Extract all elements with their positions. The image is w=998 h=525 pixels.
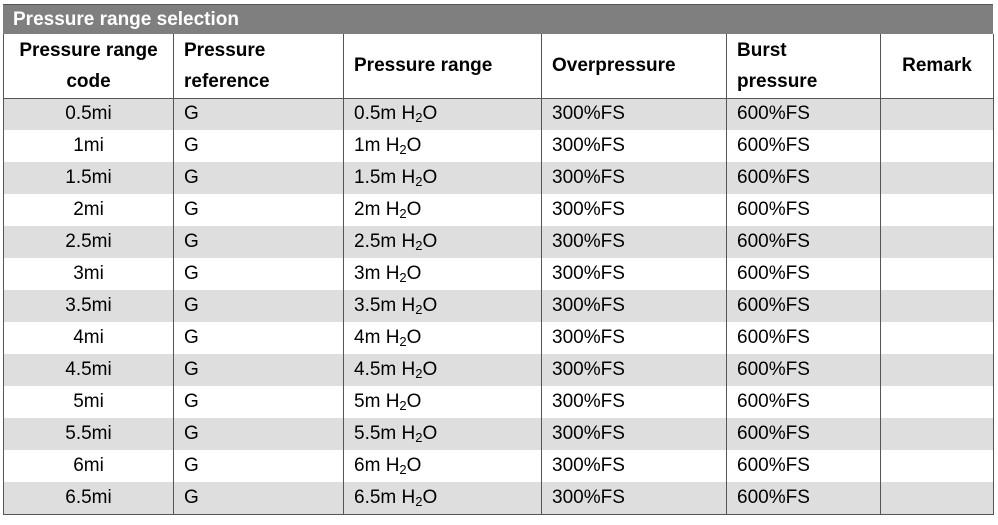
cell-burst-pressure: 600%FS [727,450,881,482]
unit-subscript: 2 [415,493,423,509]
cell-pressure-reference: G [174,450,344,482]
cell-pressure-range-code: 6mi [4,450,174,482]
cell-remark [881,418,994,450]
cell-pressure-range-code: 2.5mi [4,226,174,258]
unit-base: H [401,486,416,508]
cell-pressure-range-code: 5.5mi [4,418,174,450]
cell-pressure-range-code: 5mi [4,386,174,418]
cell-pressure-reference: G [174,290,344,322]
unit-subscript: 2 [399,334,407,349]
cell-overpressure: 300%FS [542,130,727,162]
unit-base: H [401,423,416,444]
unit-tail: O [406,199,422,220]
range-value: 6m [354,455,381,476]
unit-subscript: 2 [399,398,407,413]
cell-burst-pressure: 600%FS [727,194,881,226]
cell-pressure-reference: G [174,418,344,450]
unit-tail: O [406,455,422,476]
cell-burst-pressure: 600%FS [727,482,881,514]
cell-burst-pressure: 600%FS [727,162,881,194]
cell-remark [881,322,994,354]
unit-tail: O [422,295,438,316]
table-row [4,290,994,322]
cell-pressure-range [344,482,542,514]
cell-burst-pressure: 600%FS [727,258,881,290]
range-value: 0.5m [354,103,397,125]
range-value: 4m [354,327,381,348]
cell-pressure-reference: G [174,194,344,226]
unit-base: H [401,295,416,316]
cell-pressure-reference: G [174,162,344,194]
table-header [4,34,994,98]
cell-pressure-reference: G [174,98,344,130]
unit-subscript: 2 [399,270,407,285]
unit-base: H [385,327,400,348]
unit-subscript: 2 [399,206,407,221]
cell-pressure-reference: G [174,386,344,418]
cell-remark [881,98,994,130]
cell-pressure-range [344,322,542,354]
unit-subscript: 2 [399,462,407,477]
header-row [4,34,994,98]
cell-overpressure: 300%FS [542,162,727,194]
unit-base: H [385,263,400,284]
table-body [4,98,994,514]
header-overpressure: Overpressure [542,34,727,98]
unit-base: H [385,199,400,220]
cell-overpressure: 300%FS [542,290,727,322]
unit-tail: O [422,486,438,508]
cell-remark [881,482,994,514]
unit-tail: O [406,135,422,156]
cell-remark [881,162,994,194]
range-value: 3m [354,263,381,284]
unit-base: H [385,135,400,156]
unit-subscript: 2 [415,110,423,126]
table-row [4,354,994,386]
range-value: 1m [354,135,381,156]
unit-tail: O [422,423,438,444]
cell-remark [881,354,994,386]
table-row [4,450,994,482]
cell-burst-pressure: 600%FS [727,322,881,354]
unit-tail: O [422,359,438,380]
cell-overpressure: 300%FS [542,354,727,386]
cell-pressure-range-code: 4mi [4,322,174,354]
unit-tail: O [422,167,438,188]
cell-pressure-range [344,194,542,226]
cell-pressure-reference: G [174,130,344,162]
unit-tail: O [406,327,422,348]
cell-pressure-range-code: 3mi [4,258,174,290]
cell-pressure-range-code: 0.5mi [4,98,174,130]
header-burst-pressure: Burst pressure [727,34,881,98]
unit-tail: O [422,231,438,252]
table-row [4,194,994,226]
cell-pressure-range-code: 4.5mi [4,354,174,386]
unit-tail: O [422,103,438,125]
cell-pressure-range [344,354,542,386]
range-value: 2m [354,199,381,220]
unit-base: H [385,455,400,476]
cell-pressure-range-code: 6.5mi [4,482,174,514]
cell-overpressure: 300%FS [542,258,727,290]
range-value: 2.5m [354,231,397,252]
cell-overpressure: 300%FS [542,98,727,130]
table-row [4,482,994,514]
table-row [4,162,994,194]
cell-pressure-range [344,418,542,450]
pressure-range-table [3,34,994,515]
cell-overpressure: 300%FS [542,450,727,482]
cell-remark [881,194,994,226]
table-row [4,98,994,130]
cell-pressure-range [344,290,542,322]
table-row [4,130,994,162]
unit-base: H [401,359,416,380]
unit-tail: O [406,263,422,284]
unit-subscript: 2 [415,174,423,189]
header-pressure-range-code: Pressure range code [4,34,174,98]
pressure-range-table-container [3,4,993,515]
unit-base: H [401,231,416,252]
cell-remark [881,258,994,290]
unit-subscript: 2 [415,366,423,381]
cell-overpressure: 300%FS [542,482,727,514]
table-row [4,226,994,258]
cell-pressure-range [344,450,542,482]
table-row [4,258,994,290]
cell-pressure-range-code: 1mi [4,130,174,162]
cell-pressure-reference: G [174,226,344,258]
header-pressure-reference: Pressure reference [174,34,344,98]
cell-burst-pressure: 600%FS [727,226,881,258]
cell-pressure-reference: G [174,322,344,354]
cell-pressure-range [344,98,542,130]
cell-remark [881,450,994,482]
range-value: 5m [354,391,381,412]
cell-pressure-range-code: 2mi [4,194,174,226]
cell-burst-pressure: 600%FS [727,290,881,322]
unit-base: H [401,103,416,125]
range-value: 4.5m [354,359,397,380]
cell-pressure-range [344,258,542,290]
cell-burst-pressure: 600%FS [727,418,881,450]
unit-subscript: 2 [399,142,407,157]
cell-pressure-range [344,130,542,162]
cell-remark [881,290,994,322]
unit-base: H [385,391,400,412]
table-row [4,322,994,354]
cell-pressure-range [344,386,542,418]
cell-overpressure: 300%FS [542,194,727,226]
cell-pressure-range-code: 3.5mi [4,290,174,322]
cell-overpressure: 300%FS [542,386,727,418]
cell-remark [881,226,994,258]
table-row [4,418,994,450]
header-pressure-range: Pressure range [344,34,542,98]
unit-subscript: 2 [415,430,423,445]
cell-remark [881,130,994,162]
cell-pressure-reference: G [174,354,344,386]
cell-pressure-range [344,162,542,194]
cell-burst-pressure: 600%FS [727,130,881,162]
unit-tail: O [406,391,422,412]
range-value: 5.5m [354,423,397,444]
unit-subscript: 2 [415,238,423,253]
range-value: 3.5m [354,295,397,316]
cell-burst-pressure: 600%FS [727,386,881,418]
unit-base: H [401,167,416,188]
range-value: 6.5m [354,486,397,508]
cell-pressure-reference: G [174,482,344,514]
cell-pressure-range-code: 1.5mi [4,162,174,194]
cell-overpressure: 300%FS [542,322,727,354]
cell-overpressure: 300%FS [542,226,727,258]
cell-burst-pressure: 600%FS [727,98,881,130]
cell-burst-pressure: 600%FS [727,354,881,386]
cell-overpressure: 300%FS [542,418,727,450]
cell-pressure-range [344,226,542,258]
cell-pressure-reference: G [174,258,344,290]
cell-remark [881,386,994,418]
unit-subscript: 2 [415,302,423,317]
table-row [4,386,994,418]
range-value: 1.5m [354,167,397,188]
header-remark: Remark [881,34,994,98]
table-title: Pressure range selection [3,4,993,34]
